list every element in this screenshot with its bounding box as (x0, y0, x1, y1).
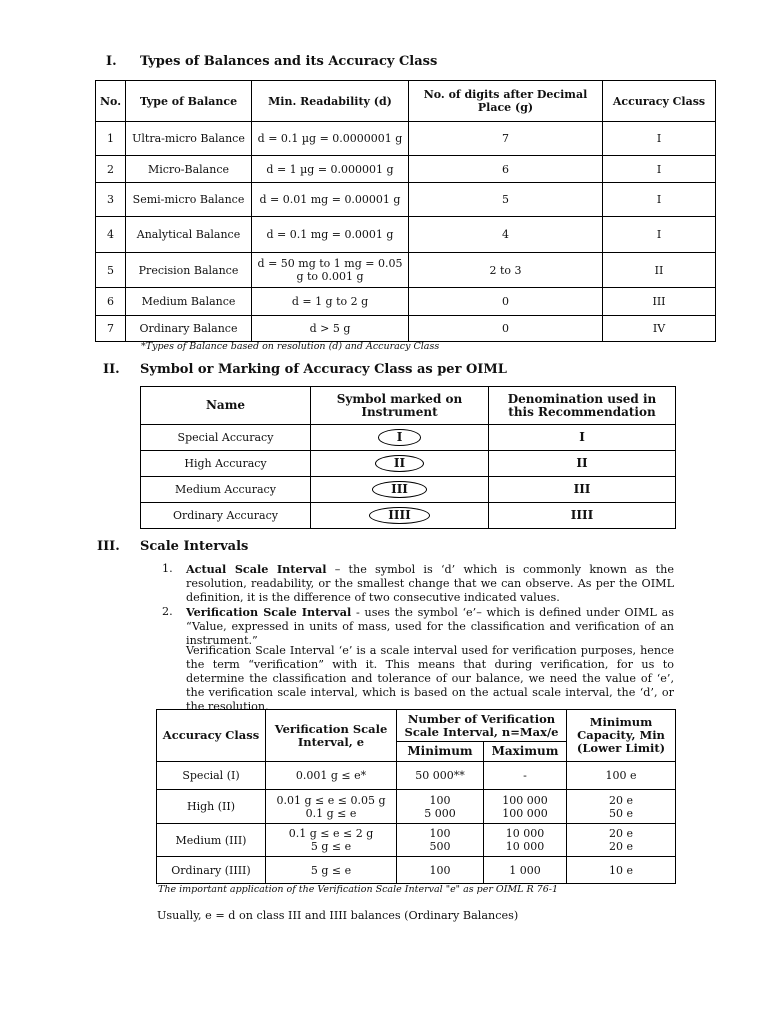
cell-digits: 0 (409, 288, 603, 316)
table-row (157, 857, 676, 884)
cell-digits: 2 to 3 (409, 253, 603, 288)
cell-line: 1 000 (509, 863, 541, 877)
cell-cls: II (603, 253, 716, 288)
cell-min (397, 857, 484, 884)
cell-line: 100 (429, 863, 451, 877)
cell-line: 20 e (609, 793, 634, 807)
cell-digits: 5 (409, 183, 603, 217)
cell-read: d > 5 g (252, 316, 409, 342)
col-header-readability: Min. Readability (d) (252, 81, 409, 122)
cell-no: 2 (96, 156, 126, 183)
term-verification-scale-interval: Verification Scale Interval (186, 605, 352, 619)
cell-read: d = 1 g to 2 g (252, 288, 409, 316)
table-row (141, 503, 676, 529)
cell-line: - (523, 769, 527, 782)
balance-types-table (95, 80, 716, 342)
col-header-verification-interval: Verification Scale Interval, e (266, 710, 397, 762)
cell-no: 6 (96, 288, 126, 316)
cell-class: Medium (III) (157, 824, 266, 857)
cell-type: Precision Balance (126, 253, 252, 288)
cell-cap (567, 790, 676, 824)
col-header-number-of-intervals: Number of Verification Scale Interval, n=Max/e (397, 710, 567, 742)
table-row (141, 451, 676, 477)
table-row (96, 316, 716, 342)
cell-line: 20 e (609, 827, 634, 840)
cell-name: Special Accuracy (141, 425, 311, 451)
cell-cls: I (603, 183, 716, 217)
table-1-caption: *Types of Balance based on resolution (d) and Accuracy Class (141, 341, 440, 352)
section-2-title: Symbol or Marking of Accuracy Class as per OIML (140, 362, 507, 377)
cell-digits: 6 (409, 156, 603, 183)
cell-max (484, 824, 567, 857)
table-row (96, 253, 716, 288)
cell-max (484, 857, 567, 884)
cell-line: 0.1 g ≤ e (305, 806, 357, 820)
cell-type: Analytical Balance (126, 217, 252, 253)
cell-e (266, 762, 397, 790)
cell-type: Ultra-micro Balance (126, 122, 252, 156)
col-header-minimum: Minimum (397, 742, 484, 762)
cell-no: 1 (96, 122, 126, 156)
col-header-no: No. (96, 81, 126, 122)
cell-name: Ordinary Accuracy (141, 503, 311, 529)
cell-line: 100 (429, 827, 451, 840)
table-row (96, 183, 716, 217)
cell-line: 100 000 (502, 806, 548, 820)
cell-symbol (311, 503, 489, 529)
list-number: 1. (162, 562, 173, 575)
cell-read: d = 1 µg = 0.000001 g (252, 156, 409, 183)
cell-max (484, 762, 567, 790)
accuracy-class-symbol: III (372, 481, 427, 498)
scale-interval-table (156, 709, 676, 884)
list-number: 2. (162, 605, 173, 618)
col-header-accuracy-class: Accuracy Class (157, 710, 266, 762)
cell-symbol (311, 425, 489, 451)
cell-line: 5 g ≤ e (310, 840, 352, 853)
cell-name: Medium Accuracy (141, 477, 311, 503)
table-row (157, 790, 676, 824)
section-2-number: II. (103, 362, 120, 377)
table-row (96, 217, 716, 253)
cell-cls: I (603, 156, 716, 183)
cell-type: Semi-micro Balance (126, 183, 252, 217)
cell-read: d = 0.01 mg = 0.00001 g (252, 183, 409, 217)
cell-line: 50 e (609, 806, 634, 820)
cell-min (397, 790, 484, 824)
cell-type: Ordinary Balance (126, 316, 252, 342)
cell-e (266, 790, 397, 824)
section-3-number: III. (97, 539, 120, 554)
list-item-actual-scale-interval (162, 562, 674, 605)
cell-cls: IV (603, 316, 716, 342)
cell-denomination: II (489, 451, 676, 477)
cell-line: 10 000 (505, 827, 545, 840)
cell-line: 100 e (605, 769, 637, 782)
cell-min (397, 824, 484, 857)
table-row (141, 425, 676, 451)
verification-paragraph: Verification Scale Interval ‘e’ is a scale interval used for verification purposes, hence the term “verification” with it. This means that during verification, for us to determine the classification and tolerance of our balance, we need the value of ‘e’, the verification scale interval, which is based on the actual scale interval, the ‘d’, or the resolution. (186, 644, 674, 713)
col-header-digits: No. of digits after Decimal Place (g) (409, 81, 603, 122)
cell-no: 3 (96, 183, 126, 217)
section-1-title: Types of Balances and its Accuracy Class (140, 54, 438, 69)
cell-no: 5 (96, 253, 126, 288)
closing-note: Usually, e = d on class III and IIII balances (Ordinary Balances) (157, 909, 519, 922)
cell-digits: 4 (409, 217, 603, 253)
cell-class: High (II) (157, 790, 266, 824)
cell-line: 100 000 (502, 793, 548, 807)
cell-symbol (311, 477, 489, 503)
table-row (96, 288, 716, 316)
cell-line: 20 e (609, 840, 634, 853)
definition-text: – the symbol is ‘d’ which is commonly known as the resolution, readability, or the smallest change that we can observe. As per the OIML definition, it is the difference of two consecutive indicated values. (186, 563, 674, 604)
definition-text: - uses the symbol ‘e’– which is defined under OIML as “Value, expressed in units of mass, used for the classification and verification of an instrument.” (186, 606, 674, 647)
cell-read: d = 50 mg to 1 mg = 0.05 g to 0.001 g (252, 253, 409, 288)
table-3-caption: The important application of the Verification Scale Interval "e" as per OIML R 76-1 (158, 884, 559, 895)
cell-line: 5 g ≤ e (310, 863, 352, 877)
cell-class: Ordinary (IIII) (157, 857, 266, 884)
accuracy-class-symbol: IIII (369, 507, 429, 524)
cell-denomination: I (489, 425, 676, 451)
cell-line: 50 000** (415, 769, 465, 782)
cell-line: 0.1 g ≤ e ≤ 2 g (288, 827, 374, 840)
cell-read: d = 0.1 mg = 0.0001 g (252, 217, 409, 253)
cell-e (266, 857, 397, 884)
table-row (157, 824, 676, 857)
col-header-class: Accuracy Class (603, 81, 716, 122)
table-row (96, 156, 716, 183)
cell-line: 10 000 (505, 840, 545, 853)
cell-symbol (311, 451, 489, 477)
list-item-verification-scale-interval (162, 605, 674, 648)
col-header-name: Name (141, 387, 311, 425)
cell-cls: I (603, 217, 716, 253)
cell-line: 10 e (609, 863, 634, 877)
table-row (96, 122, 716, 156)
cell-line: 100 (429, 793, 451, 807)
table-row (157, 762, 676, 790)
term-actual-scale-interval: Actual Scale Interval (186, 562, 327, 576)
col-header-denomination: Denomination used in this Recommendation (489, 387, 676, 425)
col-header-maximum: Maximum (484, 742, 567, 762)
cell-line: 500 (429, 840, 451, 853)
section-3-title: Scale Intervals (140, 539, 249, 554)
cell-name: High Accuracy (141, 451, 311, 477)
cell-type: Medium Balance (126, 288, 252, 316)
table-row (141, 477, 676, 503)
cell-digits: 7 (409, 122, 603, 156)
cell-line: 0.01 g ≤ e ≤ 0.05 g (276, 793, 386, 807)
cell-e (266, 824, 397, 857)
cell-class: Special (I) (157, 762, 266, 790)
cell-denomination: IIII (489, 503, 676, 529)
cell-cap (567, 762, 676, 790)
col-header-type: Type of Balance (126, 81, 252, 122)
cell-cap (567, 857, 676, 884)
col-header-symbol: Symbol marked on Instrument (311, 387, 489, 425)
cell-digits: 0 (409, 316, 603, 342)
cell-no: 4 (96, 217, 126, 253)
cell-cls: III (603, 288, 716, 316)
cell-cls: I (603, 122, 716, 156)
col-header-min-capacity: Minimum Capacity, Min (Lower Limit) (567, 710, 676, 762)
cell-no: 7 (96, 316, 126, 342)
section-1-number: I. (106, 54, 117, 69)
cell-line: 0.001 g ≤ e* (295, 769, 367, 782)
cell-denomination: III (489, 477, 676, 503)
cell-read: d = 0.1 µg = 0.0000001 g (252, 122, 409, 156)
cell-min (397, 762, 484, 790)
accuracy-class-symbol: II (375, 455, 424, 472)
cell-line: 5 000 (424, 806, 456, 820)
cell-max (484, 790, 567, 824)
accuracy-symbol-table (140, 386, 676, 529)
accuracy-class-symbol: I (378, 429, 422, 446)
cell-type: Micro-Balance (126, 156, 252, 183)
cell-cap (567, 824, 676, 857)
